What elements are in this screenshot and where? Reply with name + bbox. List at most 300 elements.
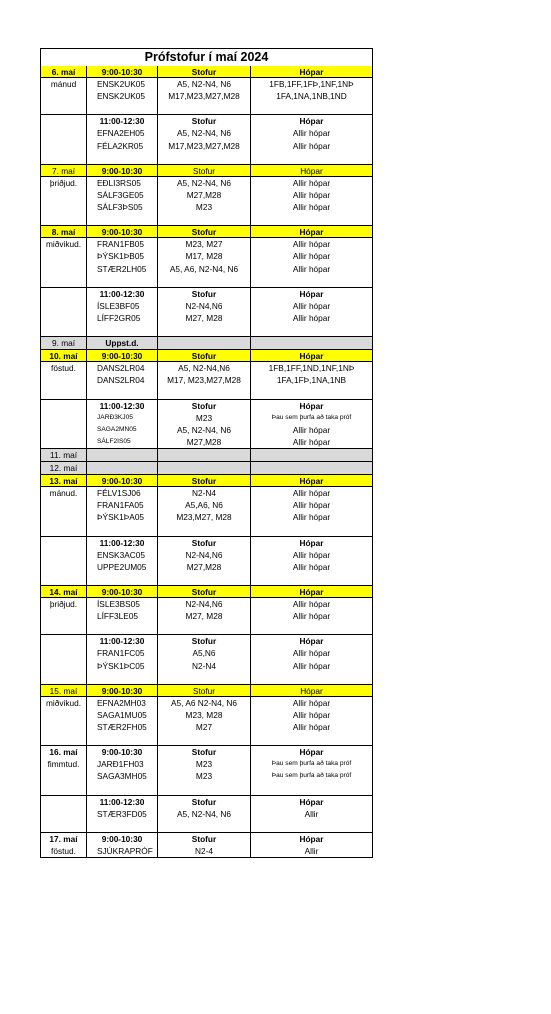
day-cell: 11. maí — [40, 449, 86, 461]
spacer-row — [40, 386, 373, 399]
group-cell: Þau sem þurfa að taka próf — [250, 758, 373, 770]
room-cell: Stofur — [157, 226, 250, 238]
room-cell: Stofur — [157, 115, 250, 127]
room-cell: Stofur — [157, 746, 250, 758]
room-cell: M17, M23,M27,M28 — [157, 374, 250, 386]
table-body — [40, 66, 373, 858]
table-row — [40, 436, 373, 449]
room-cell: A5,A6, N6 — [157, 499, 250, 511]
exam-cell: 11:00-12:30 — [86, 115, 157, 127]
day-cell — [40, 312, 86, 324]
exam-cell: STÆR2FH05 — [86, 721, 157, 733]
table-row — [40, 647, 373, 659]
exam-cell: 11:00-12:30 — [86, 537, 157, 549]
group-cell — [250, 213, 373, 225]
exam-cell — [86, 672, 157, 684]
table-row — [40, 487, 373, 499]
table-row — [40, 374, 373, 386]
group-cell: Hópar — [250, 165, 373, 177]
exam-cell: 9:00-10:30 — [86, 350, 157, 362]
room-cell: A5, N2-N4,N6 — [157, 362, 250, 374]
group-cell: Allir hópar — [250, 312, 373, 324]
group-cell: Allir hópar — [250, 561, 373, 573]
day-cell: 6. maí — [40, 66, 86, 78]
table-row — [40, 697, 373, 709]
day-cell — [40, 386, 86, 398]
exam-cell — [86, 782, 157, 794]
room-cell: A5, N2-N4, N6 — [157, 808, 250, 820]
day-cell — [40, 115, 86, 127]
exam-cell: LÍFF3LE05 — [86, 610, 157, 622]
table-row — [40, 90, 373, 102]
room-cell — [157, 733, 250, 745]
exam-cell: SAGA2MN05 — [86, 424, 157, 436]
day-cell: 7. maí — [40, 165, 86, 177]
exam-cell: ENSK2UK05 — [86, 90, 157, 102]
exam-cell: SÁLF3GE05 — [86, 189, 157, 201]
exam-cell: ÍSLE3BS05 — [86, 598, 157, 610]
table-row — [40, 462, 373, 475]
group-cell — [250, 820, 373, 832]
day-cell — [40, 635, 86, 647]
day-cell: miðvikud. — [40, 238, 86, 250]
room-cell: M27,M28 — [157, 189, 250, 201]
exam-cell — [86, 102, 157, 114]
room-cell: M27,M28 — [157, 436, 250, 448]
group-cell: Hópar — [250, 66, 373, 78]
group-cell: Allir hópar — [250, 300, 373, 312]
spacer-row — [40, 102, 373, 115]
table-row — [40, 758, 373, 770]
group-cell — [250, 386, 373, 398]
exam-cell: 11:00-12:30 — [86, 288, 157, 300]
day-cell — [40, 263, 86, 275]
exam-cell: SAGA1MU05 — [86, 709, 157, 721]
group-cell: Allir hópar — [250, 647, 373, 659]
exam-cell: SAGA3MH05 — [86, 770, 157, 782]
table-row — [40, 845, 373, 858]
day-cell — [40, 102, 86, 114]
room-cell: Stofur — [157, 833, 250, 845]
header-row — [40, 833, 373, 845]
group-cell: Hópar — [250, 635, 373, 647]
day-cell: fimmtud. — [40, 758, 86, 770]
table-row — [40, 549, 373, 561]
exam-cell: LÍFF2GR05 — [86, 312, 157, 324]
day-cell: 8. maí — [40, 226, 86, 238]
exam-cell — [86, 820, 157, 832]
table-row — [40, 337, 373, 350]
room-cell: Stofur — [157, 537, 250, 549]
exam-cell — [86, 733, 157, 745]
day-cell — [40, 537, 86, 549]
room-cell: Stofur — [157, 165, 250, 177]
header-row — [40, 288, 373, 300]
header-row — [40, 115, 373, 127]
exam-cell: 9:00-10:30 — [86, 226, 157, 238]
table-row — [40, 412, 373, 424]
group-cell: Hópar — [250, 475, 373, 487]
exam-cell: 9:00-10:30 — [86, 165, 157, 177]
exam-cell: UPPE2UM05 — [86, 561, 157, 573]
day-cell — [40, 152, 86, 164]
day-cell — [40, 424, 86, 436]
room-cell: M27, M28 — [157, 312, 250, 324]
room-cell: Stofur — [157, 685, 250, 697]
spacer-row — [40, 152, 373, 165]
day-cell: 10. maí — [40, 350, 86, 362]
table-row — [40, 499, 373, 511]
room-cell: M27,M28 — [157, 561, 250, 573]
day-cell — [40, 820, 86, 832]
group-cell: Allir — [250, 808, 373, 820]
day-cell: mánud. — [40, 487, 86, 499]
exam-cell: ÞÝSK1ÞB05 — [86, 250, 157, 262]
exam-cell: 9:00-10:30 — [86, 685, 157, 697]
room-cell: A5, A6, N2-N4, N6 — [157, 263, 250, 275]
room-cell — [157, 213, 250, 225]
day-cell — [40, 400, 86, 412]
spacer-row — [40, 782, 373, 795]
group-cell — [250, 462, 373, 474]
day-cell — [40, 622, 86, 634]
table-row — [40, 721, 373, 733]
group-cell: 1FB,1FF,1ND,1NF,1NÞ — [250, 362, 373, 374]
room-cell: Stofur — [157, 66, 250, 78]
table-row — [40, 238, 373, 250]
room-cell: M17, M28 — [157, 250, 250, 262]
group-cell — [250, 672, 373, 684]
header-row — [40, 400, 373, 412]
table-row — [40, 660, 373, 672]
day-cell — [40, 523, 86, 535]
group-cell: Allir hópar — [250, 140, 373, 152]
exam-cell — [86, 462, 157, 474]
table-row — [40, 78, 373, 90]
exam-cell: SJÚKRAPRÓF — [86, 845, 157, 857]
room-cell: M23 — [157, 770, 250, 782]
group-cell: Allir hópar — [250, 499, 373, 511]
room-cell — [157, 324, 250, 336]
exam-cell: 11:00-12:30 — [86, 796, 157, 808]
room-cell: A5, N2-N4, N6 — [157, 177, 250, 189]
group-cell: Hópar — [250, 400, 373, 412]
room-cell: N2-4 — [157, 845, 250, 857]
group-cell: 1FA,1NA,1NB,1ND — [250, 90, 373, 102]
spacer-row — [40, 213, 373, 226]
room-cell: M23, M28 — [157, 709, 250, 721]
day-cell — [40, 733, 86, 745]
table-row — [40, 598, 373, 610]
group-cell: Allir hópar — [250, 598, 373, 610]
spacer-row — [40, 622, 373, 635]
group-cell — [250, 102, 373, 114]
table-row — [40, 300, 373, 312]
group-cell: Allir hópar — [250, 250, 373, 262]
day-cell — [40, 275, 86, 287]
exam-cell: FÉLA2KR05 — [86, 140, 157, 152]
day-cell: 12. maí — [40, 462, 86, 474]
header-row — [40, 796, 373, 808]
room-cell — [157, 820, 250, 832]
exam-cell: 9:00-10:30 — [86, 746, 157, 758]
day-cell: mánud — [40, 78, 86, 90]
table-row — [40, 808, 373, 820]
exam-cell: 9:00-10:30 — [86, 66, 157, 78]
group-cell: Allir hópar — [250, 660, 373, 672]
exam-cell — [86, 275, 157, 287]
header-row — [40, 586, 373, 598]
group-cell: 1FA,1FÞ,1NA,1NB — [250, 374, 373, 386]
header-row — [40, 165, 373, 177]
room-cell: A5, A6 N2-N4, N6 — [157, 697, 250, 709]
group-cell: Hópar — [250, 288, 373, 300]
group-cell: Allir hópar — [250, 549, 373, 561]
day-cell — [40, 412, 86, 424]
day-cell — [40, 499, 86, 511]
group-cell: Hópar — [250, 115, 373, 127]
group-cell: Hópar — [250, 226, 373, 238]
day-cell — [40, 782, 86, 794]
exam-cell: STÆR3FD05 — [86, 808, 157, 820]
room-cell: N2-N4,N6 — [157, 300, 250, 312]
day-cell: 13. maí — [40, 475, 86, 487]
day-cell — [40, 796, 86, 808]
room-cell: N2-N4 — [157, 487, 250, 499]
day-cell — [40, 213, 86, 225]
day-cell: miðvikud. — [40, 697, 86, 709]
day-cell: föstud. — [40, 362, 86, 374]
group-cell: Hópar — [250, 685, 373, 697]
room-cell: M17,M23,M27,M28 — [157, 140, 250, 152]
day-cell — [40, 770, 86, 782]
exam-cell: STÆR2LH05 — [86, 263, 157, 275]
group-cell: Allir hópar — [250, 436, 373, 448]
room-cell: Stofur — [157, 350, 250, 362]
header-row — [40, 635, 373, 647]
exam-cell: Uppst.d. — [86, 337, 157, 349]
group-cell: Allir hópar — [250, 238, 373, 250]
exam-cell: ÞÝSK1ÞC05 — [86, 660, 157, 672]
day-cell: 9. maí — [40, 337, 86, 349]
day-cell — [40, 250, 86, 262]
table-row — [40, 610, 373, 622]
header-row — [40, 475, 373, 487]
exam-cell: 11:00-12:30 — [86, 400, 157, 412]
group-cell: Allir hópar — [250, 610, 373, 622]
room-cell: N2-N4,N6 — [157, 549, 250, 561]
room-cell — [157, 275, 250, 287]
room-cell: N2-N4 — [157, 660, 250, 672]
room-cell — [157, 672, 250, 684]
day-cell — [40, 201, 86, 213]
room-cell: Stofur — [157, 400, 250, 412]
group-cell: Allir — [250, 845, 373, 857]
room-cell: A5,N6 — [157, 647, 250, 659]
day-cell: 17. maí — [40, 833, 86, 845]
room-cell: A5, N2-N4, N6 — [157, 424, 250, 436]
exam-cell: FRAN1FC05 — [86, 647, 157, 659]
exam-cell: EFNA2MH03 — [86, 697, 157, 709]
day-cell — [40, 374, 86, 386]
day-cell — [40, 288, 86, 300]
group-cell: Hópar — [250, 833, 373, 845]
group-cell: Allir hópar — [250, 697, 373, 709]
spacer-row — [40, 672, 373, 685]
table-row — [40, 140, 373, 152]
header-row — [40, 537, 373, 549]
exam-cell: 9:00-10:30 — [86, 833, 157, 845]
room-cell: Stofur — [157, 635, 250, 647]
group-cell: Þau sem þurfa að taka próf — [250, 770, 373, 782]
table-row — [40, 561, 373, 573]
day-cell — [40, 511, 86, 523]
group-cell: Allir hópar — [250, 721, 373, 733]
day-cell — [40, 189, 86, 201]
group-cell: Allir hópar — [250, 511, 373, 523]
day-cell — [40, 436, 86, 448]
table-row — [40, 449, 373, 462]
table-row — [40, 424, 373, 436]
group-cell: Hópar — [250, 796, 373, 808]
table-row — [40, 127, 373, 139]
spacer-row — [40, 820, 373, 833]
day-cell — [40, 672, 86, 684]
group-cell: Allir hópar — [250, 189, 373, 201]
exam-cell: ENSK2UK05 — [86, 78, 157, 90]
group-cell — [250, 573, 373, 585]
day-cell — [40, 573, 86, 585]
day-cell: þriðjud. — [40, 177, 86, 189]
group-cell — [250, 152, 373, 164]
room-cell: M27 — [157, 721, 250, 733]
group-cell: Allir hópar — [250, 487, 373, 499]
group-cell: Hópar — [250, 537, 373, 549]
day-cell — [40, 610, 86, 622]
group-cell — [250, 337, 373, 349]
group-cell — [250, 622, 373, 634]
table-row — [40, 250, 373, 262]
group-cell — [250, 275, 373, 287]
day-cell — [40, 324, 86, 336]
room-cell: A5, N2-N4, N6 — [157, 78, 250, 90]
spacer-row — [40, 324, 373, 337]
group-cell — [250, 733, 373, 745]
exam-cell: SÁLF3ÞS05 — [86, 201, 157, 213]
room-cell: M23, M27 — [157, 238, 250, 250]
group-cell: Allir hópar — [250, 263, 373, 275]
exam-cell: FRAN1FA05 — [86, 499, 157, 511]
exam-cell — [86, 573, 157, 585]
room-cell — [157, 462, 250, 474]
group-cell: Hópar — [250, 746, 373, 758]
header-row — [40, 350, 373, 362]
room-cell: M23 — [157, 758, 250, 770]
room-cell: Stofur — [157, 475, 250, 487]
group-cell — [250, 782, 373, 794]
room-cell: Stofur — [157, 796, 250, 808]
day-cell — [40, 549, 86, 561]
group-cell — [250, 523, 373, 535]
exam-cell: FRAN1FB05 — [86, 238, 157, 250]
room-cell — [157, 152, 250, 164]
group-cell: 1FB,1FF,1FÞ,1NF,1NÞ — [250, 78, 373, 90]
exam-cell: FÉLV1SJ06 — [86, 487, 157, 499]
day-cell — [40, 647, 86, 659]
exam-cell: 9:00-10:30 — [86, 586, 157, 598]
day-cell — [40, 660, 86, 672]
table-row — [40, 709, 373, 721]
exam-cell: JARÐ3KJ05 — [86, 412, 157, 424]
group-cell: Þau sem þurfa að taka próf — [250, 412, 373, 424]
day-cell: föstud. — [40, 845, 86, 857]
group-cell: Hópar — [250, 586, 373, 598]
day-cell: 14. maí — [40, 586, 86, 598]
day-cell — [40, 721, 86, 733]
room-cell — [157, 102, 250, 114]
exam-cell: 9:00-10:30 — [86, 475, 157, 487]
group-cell: Allir hópar — [250, 127, 373, 139]
room-cell — [157, 573, 250, 585]
day-cell — [40, 300, 86, 312]
header-row — [40, 66, 373, 78]
room-cell: N2-N4,N6 — [157, 598, 250, 610]
spacer-row — [40, 275, 373, 288]
table-row — [40, 770, 373, 782]
room-cell: Stofur — [157, 586, 250, 598]
header-row — [40, 226, 373, 238]
exam-cell — [86, 449, 157, 461]
room-cell: M23,M27, M28 — [157, 511, 250, 523]
exam-cell — [86, 324, 157, 336]
day-cell: þriðjud. — [40, 598, 86, 610]
table-row — [40, 201, 373, 213]
room-cell: M23 — [157, 201, 250, 213]
exam-cell: ÍSLE3BF05 — [86, 300, 157, 312]
group-cell — [250, 324, 373, 336]
header-row — [40, 685, 373, 697]
day-cell — [40, 808, 86, 820]
exam-cell — [86, 213, 157, 225]
spacer-row — [40, 733, 373, 746]
day-cell — [40, 561, 86, 573]
table-row — [40, 263, 373, 275]
group-cell: Allir hópar — [250, 201, 373, 213]
header-row — [40, 746, 373, 758]
table-row — [40, 189, 373, 201]
exam-cell: ÞÝSK1ÞA05 — [86, 511, 157, 523]
exam-cell — [86, 523, 157, 535]
exam-cell — [86, 622, 157, 634]
room-cell — [157, 449, 250, 461]
room-cell: M17,M23,M27,M28 — [157, 90, 250, 102]
day-cell — [40, 709, 86, 721]
group-cell: Hópar — [250, 350, 373, 362]
day-cell — [40, 140, 86, 152]
day-cell — [40, 127, 86, 139]
room-cell — [157, 386, 250, 398]
exam-cell — [86, 152, 157, 164]
exam-cell — [86, 386, 157, 398]
table-row — [40, 362, 373, 374]
spacer-row — [40, 573, 373, 586]
room-cell: M23 — [157, 412, 250, 424]
room-cell: Stofur — [157, 288, 250, 300]
room-cell — [157, 782, 250, 794]
exam-cell: SÁLF2IS05 — [86, 436, 157, 448]
group-cell: Allir hópar — [250, 709, 373, 721]
room-cell — [157, 523, 250, 535]
